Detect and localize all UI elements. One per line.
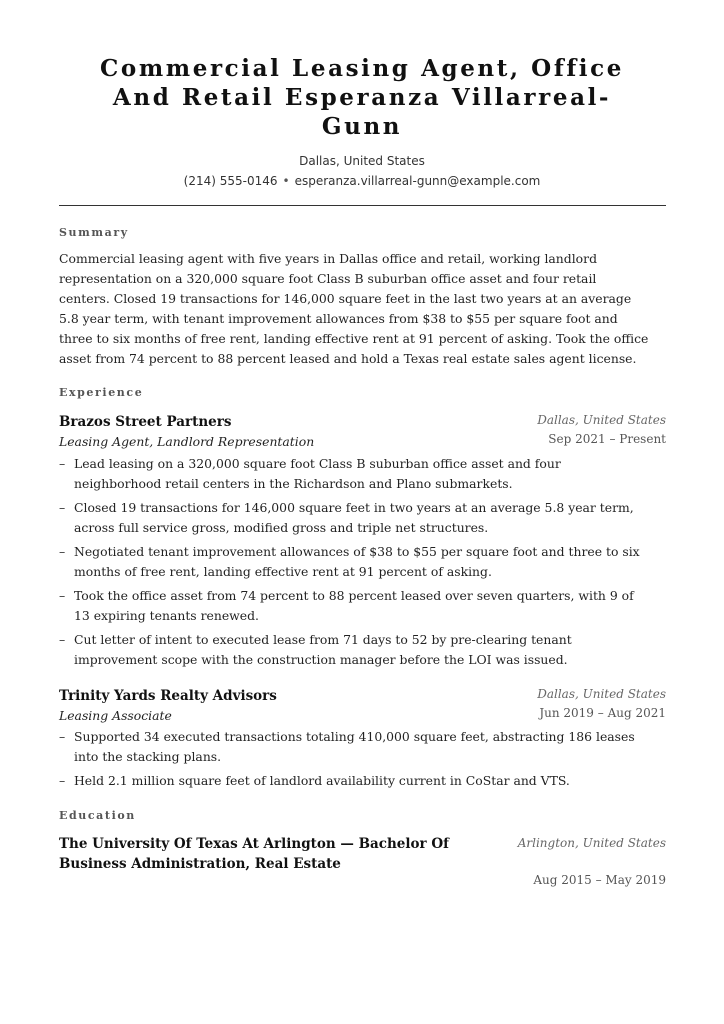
summary-heading: Summary xyxy=(59,226,129,239)
header-divider xyxy=(59,205,666,206)
bullet-line: Supported 34 executed transactions totaling 410,000 square feet, abstracting 186 leases xyxy=(74,729,635,744)
job-bullet xyxy=(59,727,669,766)
bullet-dash: – xyxy=(59,729,66,744)
bullet-dash: – xyxy=(59,632,66,647)
job-role-row xyxy=(59,431,666,450)
phone-number[interactable]: (214) 555-0146 xyxy=(183,174,278,188)
bullet-line: Took the office asset from 74 percent to 88 percent leased over seven quarters, with 9 of xyxy=(74,588,634,603)
degree-line: The University Of Texas At Arlington — Bachelor Of xyxy=(59,836,449,852)
bullet-dash: – xyxy=(59,500,66,515)
bullet-line: across full service gross, modified gross and triple net structures. xyxy=(74,519,489,535)
education-heading: Education xyxy=(59,809,136,822)
education-location: Arlington, United States xyxy=(517,836,666,850)
contact-links xyxy=(40,174,684,188)
job-bullet xyxy=(59,586,669,625)
bullet-line: Lead leasing on a 320,000 square foot Class B suburban office asset and four xyxy=(74,456,561,471)
name-line: And Retail Esperanza Villarreal- xyxy=(112,84,612,111)
bullet-line: 13 expiring tenants renewed. xyxy=(74,607,259,623)
job-bullet xyxy=(59,630,669,669)
job-bullet xyxy=(59,771,669,791)
email-link[interactable]: esperanza.villarreal-gunn@example.com xyxy=(294,174,541,188)
company-name: Brazos Street Partners xyxy=(59,414,232,430)
bullet-dash: – xyxy=(59,456,66,471)
job-bullet xyxy=(59,454,669,493)
company-name: Trinity Yards Realty Advisors xyxy=(59,688,277,704)
experience-heading: Experience xyxy=(59,386,144,399)
summary-text xyxy=(59,249,669,368)
job-location: Dallas, United States xyxy=(537,687,666,701)
bullet-dash: – xyxy=(59,544,66,559)
candidate-name xyxy=(40,54,684,141)
name-line: Commercial Leasing Agent, Office xyxy=(100,55,624,82)
job-dates: Jun 2019 – Aug 2021 xyxy=(539,706,666,720)
job-bullet xyxy=(59,542,669,581)
job-title: Leasing Agent, Landlord Representation xyxy=(59,434,315,449)
bullet-line: months of free rent, landing effective rent at 91 percent of asking. xyxy=(74,563,492,579)
bullet-line: improvement scope with the construction manager before the LOI was issued. xyxy=(74,651,568,667)
bullet-dash: – xyxy=(59,773,66,788)
job-role-row xyxy=(59,705,666,724)
summary-line: centers. Closed 19 transactions for 146,000 square feet in the last two years at an average xyxy=(59,290,632,306)
degree-line: Business Administration, Real Estate xyxy=(59,856,341,872)
job-title: Leasing Associate xyxy=(59,708,172,723)
bullet-line: into the stacking plans. xyxy=(74,748,222,764)
bullet-line: Held 2.1 million square feet of landlord availability current in CoStar and VTS. xyxy=(74,773,570,788)
contact-location: Dallas, United States xyxy=(299,154,425,168)
education-dates: Aug 2015 – May 2019 xyxy=(533,873,666,887)
summary-line: Commercial leasing agent with five years in Dallas office and retail, working landlord xyxy=(59,251,597,266)
bullet-line: neighborhood retail centers in the Richardson and Plano submarkets. xyxy=(74,475,513,491)
job-header xyxy=(59,685,666,704)
job-dates: Sep 2021 – Present xyxy=(548,432,666,446)
job-location: Dallas, United States xyxy=(537,413,666,427)
summary-line: 5.8 year term, with tenant improvement allowances from $38 to $55 per square foot and xyxy=(59,310,618,326)
bullet-line: Cut letter of intent to executed lease from 71 days to 52 by pre-clearing tenant xyxy=(74,632,572,647)
summary-line: asset from 74 percent to 88 percent leased and hold a Texas real estate sales agent license. xyxy=(59,350,637,366)
summary-line: representation on a 320,000 square foot Class B suburban office asset and four retail xyxy=(59,270,597,286)
name-line: Gunn xyxy=(321,113,403,140)
job-header xyxy=(59,411,666,430)
contact-separator: • xyxy=(282,174,290,188)
bullet-dash: – xyxy=(59,588,66,603)
bullet-line: Negotiated tenant improvement allowances of $38 to $55 per square foot and three to six xyxy=(74,544,640,559)
bullet-line: Closed 19 transactions for 146,000 square feet in two years at an average 5.8 year term, xyxy=(74,500,634,515)
summary-line: three to six months of free rent, landing effective rent at 91 percent of asking. Took the office xyxy=(59,330,649,346)
education-degree xyxy=(59,834,479,874)
job-bullet xyxy=(59,498,669,537)
